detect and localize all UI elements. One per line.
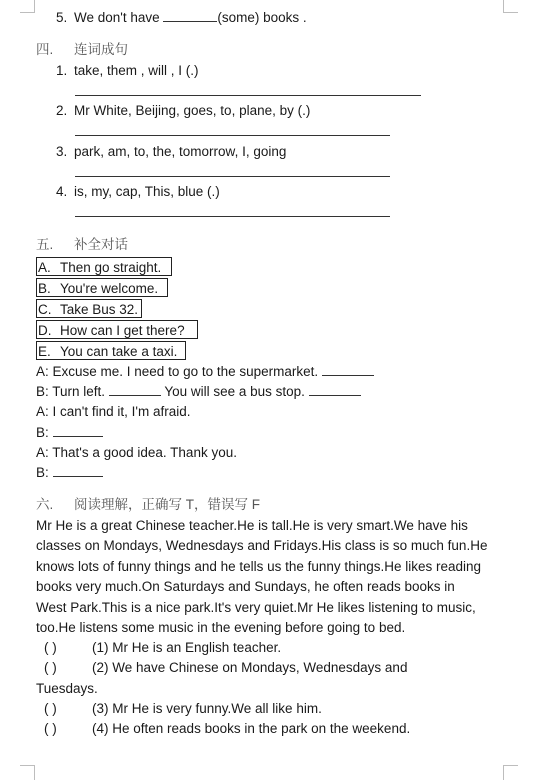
option-box: E. You can take a taxi. — [36, 341, 186, 360]
section-4-item: 3. park, am, to, the, tomorrow, I, going — [56, 144, 287, 159]
option-box: D. How can I get there? — [36, 320, 198, 339]
answer-line[interactable] — [75, 135, 390, 136]
dialogue-line: B: — [36, 424, 103, 442]
answer-blank[interactable] — [163, 9, 217, 22]
tf-answer-box[interactable]: ( ) — [44, 640, 57, 655]
answer-blank[interactable] — [109, 383, 161, 396]
option-box: A. Then go straight. — [36, 257, 172, 276]
dialogue-line: A: That's a good idea. Thank you. — [36, 445, 237, 460]
page-corner-mark — [20, 0, 35, 13]
dialogue-line: A: Excuse me. I need to go to the supermarket. — [36, 363, 374, 381]
answer-blank[interactable] — [322, 363, 374, 376]
tf-question: ( ) (4) He often reads books in the park on the weekend. — [44, 721, 411, 736]
dialogue-line: B: Turn left. You will see a bus stop. — [36, 383, 361, 401]
answer-line[interactable] — [75, 95, 421, 96]
dialogue-line: B: — [36, 464, 103, 482]
question-5: 5. We don't have (some) books . — [56, 10, 307, 25]
section-4-item: 4. is, my, cap, This, blue (.) — [56, 184, 220, 199]
section-4-item: 2. Mr White, Beijing, goes, to, plane, by (.) — [56, 103, 311, 118]
section-4-item: 1. take, them , will , I (.) — [56, 63, 199, 78]
tf-answer-box[interactable]: ( ) — [44, 701, 57, 716]
tf-answer-box[interactable]: ( ) — [44, 660, 57, 675]
tf-question: ( ) (1) Mr He is an English teacher. — [44, 640, 282, 655]
answer-line[interactable] — [75, 216, 390, 217]
dialogue-line: A: I can't find it, I'm afraid. — [36, 404, 191, 419]
answer-blank[interactable] — [53, 464, 103, 477]
section-6-heading: 六. 阅读理解，正确写 T，错误写 F — [36, 497, 260, 512]
tf-answer-box[interactable]: ( ) — [44, 721, 57, 736]
section-4-heading: 四. 连词成句 — [36, 42, 128, 57]
option-box: C. Take Bus 32. — [36, 299, 142, 318]
tf-question: ( ) (2) We have Chinese on Mondays, Wednesdays and — [44, 660, 408, 675]
option-box: B. You're welcome. — [36, 278, 168, 297]
answer-blank[interactable] — [309, 383, 361, 396]
reading-passage: Mr He is a great Chinese teacher.He is tall.He is very smart.We have his classes on Mondays, Wednesdays and Fridays.His class is so much fun.He knows lots of funny things and he tells us the funny things.He likes reading books very much.On Saturdays and Sundays, he often reads books in West Park.This is a nice park.It's very quiet.Mr He likes listening to music, too.He listens some music in the evening before going to bed. — [36, 518, 488, 636]
tf-question: ( ) (3) Mr He is very funny.We all like him. — [44, 701, 322, 716]
answer-blank[interactable] — [53, 424, 103, 437]
answer-line[interactable] — [75, 176, 390, 177]
tf-question-continuation: Tuesdays. — [36, 681, 98, 696]
section-5-heading: 五. 补全对话 — [36, 237, 128, 252]
page-corner-mark — [503, 0, 518, 13]
